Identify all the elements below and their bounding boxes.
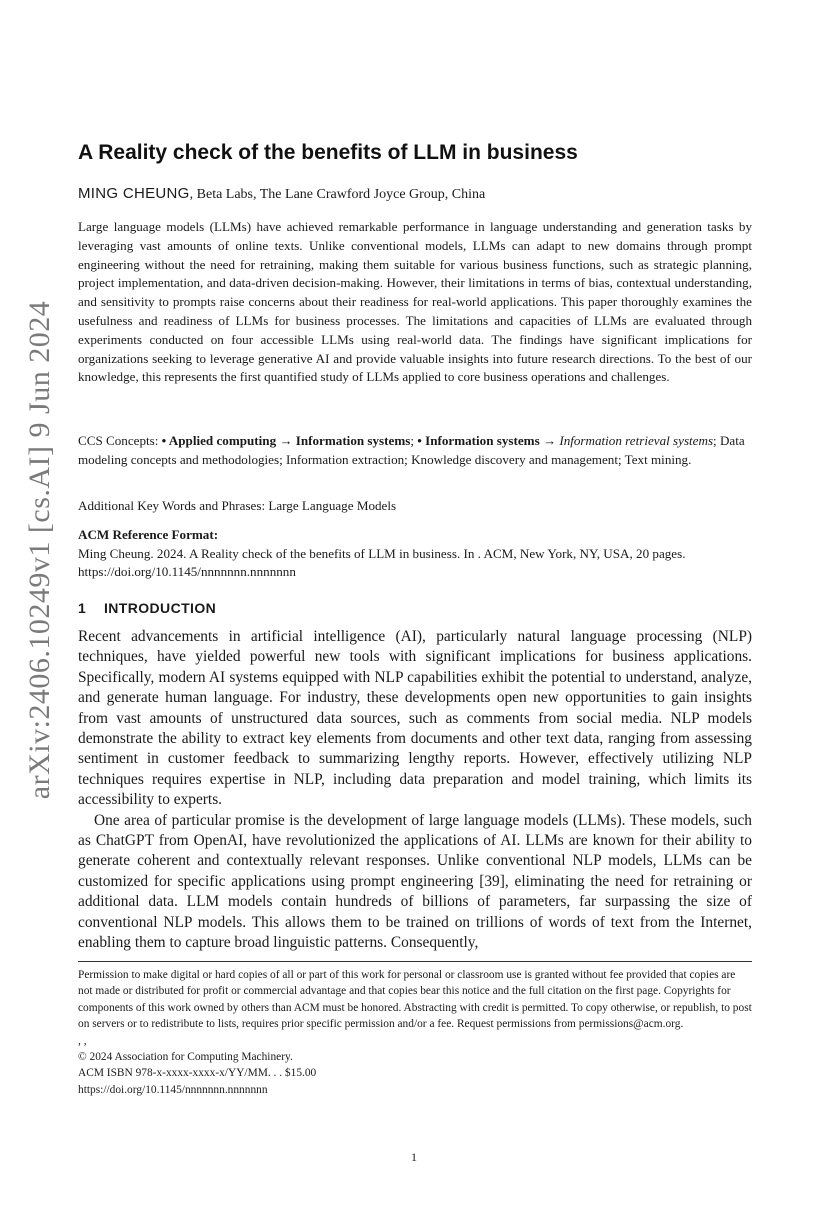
doi-line: https://doi.org/10.1145/nnnnnnn.nnnnnnn xyxy=(78,1083,268,1096)
ccs-rest: ; Data modeling concepts and methodologies; Information extraction; Knowledge discovery and management; Text mining. xyxy=(78,433,745,467)
paper-title: A Reality check of the benefits of LLM in business xyxy=(78,141,578,164)
ccs-concepts xyxy=(78,432,752,469)
ccs-separator: ; xyxy=(410,433,418,448)
arxiv-stamp xyxy=(12,260,68,840)
intro-paragraph-1: Recent advancements in artificial intelligence (AI), particularly natural language processing (NLP) techniques, have yielded powerful new tools with significant implications for business applications. Specifically, modern AI systems equipped with NLP capabilities exhibit the potential to understand, analyze, and generate human language. For industry, these developments open new opportunities to gain insights from vast amounts of unstructured data sources, such as comments from social media. NLP models demonstrate the ability to extract key elements from documents and other text data, ranging from assessing sentiment in customer feedback to summarizing lengthy reports. However, effectively utilizing NLP techniques requires expertise in NLP, including data preparation and model training, which limits its accessibility to experts. xyxy=(78,628,752,809)
author-name: MING CHEUNG xyxy=(78,185,190,202)
ccs-concept-1: • Applied computing → Information systems xyxy=(161,433,411,448)
ccs-label: CCS Concepts: xyxy=(78,433,162,448)
author-line xyxy=(78,185,752,203)
introduction-body xyxy=(78,627,752,954)
acm-reference xyxy=(78,526,752,582)
ccs-concept-2: • Information systems → xyxy=(417,433,560,448)
section-title: INTRODUCTION xyxy=(104,600,217,616)
arxiv-stamp-text: arXiv:2406.10249v1 [cs.AI] 9 Jun 2024 xyxy=(23,300,57,800)
section-number: 1 xyxy=(78,600,87,616)
venue-line: , , xyxy=(78,1034,87,1047)
acm-reference-heading: ACM Reference Format: xyxy=(78,527,219,542)
footnote xyxy=(78,967,752,1098)
keywords: Additional Key Words and Phrases: Large Language Models xyxy=(78,498,397,513)
section-heading xyxy=(78,600,216,616)
abstract: Large language models (LLMs) have achieved remarkable performance in language understanding and generation tasks by leveraging vast amounts of online texts. Unlike conventional models, LLMs can adapt to new domains through prompt engineering without the need for retraining, making them suitable for various business functions, such as strategic planning, project implementation, and data-driven decision-making. However, their limitations in terms of bias, contextual understanding, and sensitivity to prompts raise concerns about their readiness for real-world applications. This paper thoroughly examines the usefulness and readiness of LLMs for business processes. The limitations and capacities of LLMs are evaluated through experiments conducted on four accessible LLMs using real-world data. The findings have significant implications for organizations seeking to leverage generative AI and provide valuable insights into future research directions. To the best of our knowledge, this represents the first quantified study of LLMs applied to core business operations and challenges. xyxy=(78,219,752,385)
author-affiliation: , Beta Labs, The Lane Crawford Joyce Group, China xyxy=(189,187,486,202)
footnote-divider xyxy=(78,961,752,962)
permission-notice: Permission to make digital or hard copies of all or part of this work for personal or classroom use is granted without fee provided that copies are not made or distributed for profit or commercial advantage and that copies bear this notice and the full citation on the first page. Copyrights for components of this work owned by others than ACM must be honored. Abstracting with credit is permitted. To copy otherwise, or republish, to post on servers or to redistribute to lists, requires prior specific permission and/or a fee. Request permissions from permissions@acm.org. xyxy=(78,969,752,1031)
copyright-line: © 2024 Association for Computing Machinery. xyxy=(78,1051,293,1064)
isbn-line: ACM ISBN 978-x-xxxx-xxxx-x/YY/MM. . . $15.00 xyxy=(78,1067,317,1080)
intro-paragraph-2: One area of particular promise is the development of large language models (LLMs). These models, such as ChatGPT from OpenAI, have revolutionized the applications of AI. LLMs are known for their ability to generate coherent and contextually relevant responses. Unlike conventional NLP models, LLMs can be customized for specific applications using prompt engineering [39], eliminating the need for retraining or additional data. LLM models contain hundreds of billions of parameters, far surpassing the size of conventional NLP models. This allows them to be trained on trillions of words of text from the Internet, enabling them to capture broad linguistic patterns. Consequently, xyxy=(78,811,752,952)
acm-reference-text: Ming Cheung. 2024. A Reality check of the benefits of LLM in business. In . ACM, New York, NY, USA, 20 pages. https://doi.org/10.1145/nnnnnnn.nnnnnnn xyxy=(78,545,686,580)
page-number: 1 xyxy=(411,1150,417,1164)
ccs-concept-2-italic: Information retrieval systems xyxy=(559,433,714,448)
